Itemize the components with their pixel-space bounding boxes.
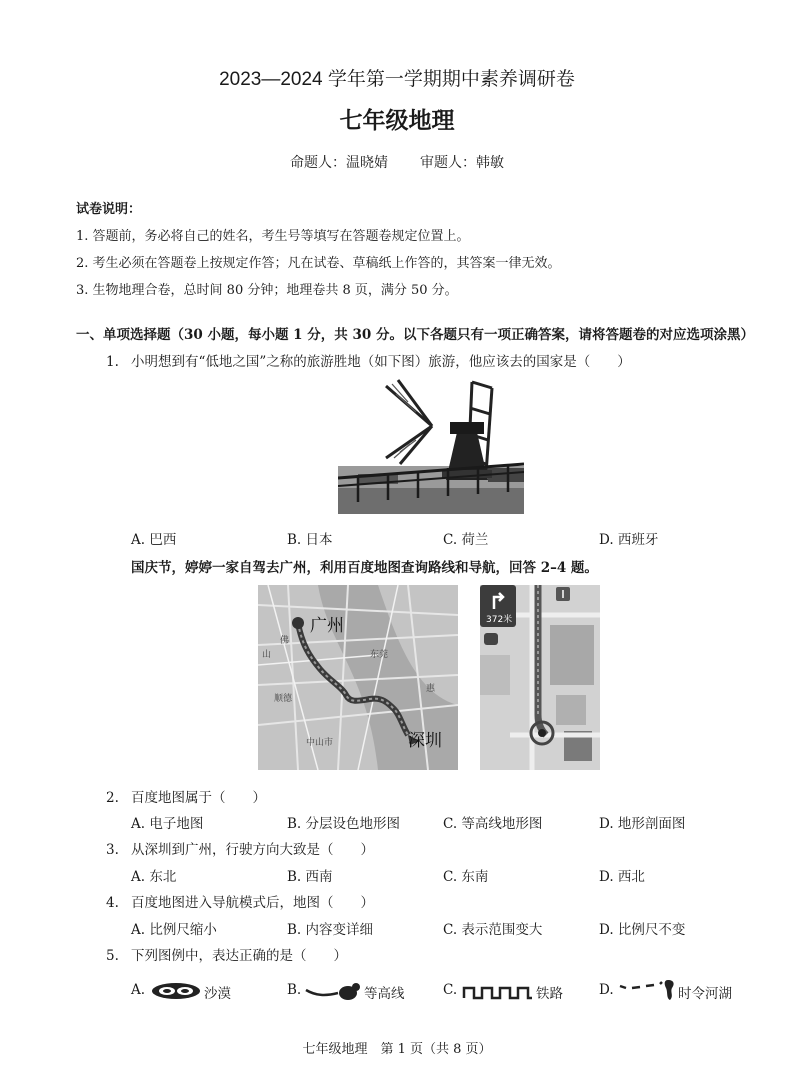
legend-label-desert: 沙漠 (204, 986, 231, 1002)
map-label: 东莞 (370, 650, 389, 660)
option-b: B. 日本 (287, 532, 333, 548)
notes-heading: 试卷说明： (76, 202, 142, 217)
question-text: 从深圳到广州，行驶方向大致是（ ） (131, 842, 374, 858)
option-a: A. (131, 982, 146, 998)
authors-line (0, 152, 794, 172)
option-d: D. 地形剖面图 (599, 816, 686, 832)
map-label: 惠 (426, 684, 436, 694)
option-c: C. 等高线地形图 (443, 816, 543, 832)
option-d: D. 比例尺不变 (599, 922, 686, 938)
map-label: 山 (262, 650, 272, 660)
question-1 (106, 350, 631, 370)
option-d: D. (599, 982, 614, 998)
option-a: A. 巴西 (131, 532, 177, 548)
map-label: 佛 (280, 636, 290, 646)
group-intro: 国庆节，婷婷一家自驾去广州，利用百度地图查询路线和导航，回答 2–4 题。 (131, 560, 598, 576)
map-label-guangzhou: 广州 (310, 616, 344, 636)
subject-title: 七年级地理 (339, 107, 455, 134)
exam-title: 2023—2024 学年第一学期期中素养调研卷 (219, 69, 575, 90)
question-text: 下列图例中，表达正确的是（ ） (131, 948, 347, 964)
option-b: B. 西南 (287, 869, 333, 885)
page-footer: 七年级地理 第 1 页（共 8 页） (302, 1042, 492, 1057)
question-5 (106, 944, 347, 964)
question-text: 百度地图进入导航模式后，地图（ ） (131, 895, 374, 911)
option-d: D. 西班牙 (599, 532, 659, 548)
question-number: 3. (106, 842, 119, 858)
setter: 命题人：温晓婧 (290, 155, 388, 171)
note-item: 3. 生物地理合卷，总时间 80 分钟；地理卷共 8 页，满分 50 分。 (76, 283, 458, 298)
map-label-shenzhen: 深圳 (408, 731, 442, 751)
question-number: 1. (106, 354, 119, 370)
navigation-map (480, 585, 600, 770)
contour-legend-icon (304, 982, 362, 1002)
question-4 (106, 891, 374, 911)
legend-label-railway: 铁路 (536, 986, 563, 1002)
question-number: 2. (106, 790, 119, 806)
option-b: B. 分层设色地形图 (287, 816, 401, 832)
legend-label-contour: 等高线 (364, 986, 405, 1002)
option-a: A. 东北 (131, 869, 177, 885)
reviewer: 审题人：韩敏 (420, 155, 504, 171)
option-c: C. 东南 (443, 869, 489, 885)
question-3 (106, 838, 374, 858)
map-label: 中山市 (306, 738, 334, 748)
windmill-photo (338, 378, 524, 514)
option-d: D. 西北 (599, 869, 645, 885)
legend-label-seasonal-river: 时令河湖 (678, 986, 732, 1002)
section-heading: 一、单项选择题（30 小题，每小题 1 分，共 30 分。以下各题只有一项正确答案，请将答题卷的对应选项涂黑） (76, 327, 754, 343)
question-text: 小明想到有“低地之国”之称的旅游胜地（如下图）旅游，他应该去的国家是（ ） (131, 354, 631, 370)
option-c: C. 荷兰 (443, 532, 489, 548)
desert-legend-icon (150, 982, 202, 1000)
option-c: C. 表示范围变大 (443, 922, 543, 938)
question-text: 百度地图属于（ ） (131, 790, 266, 806)
railway-legend-icon (462, 984, 534, 1000)
note-item: 2. 考生必须在答题卷上按规定作答；凡在试卷、草稿纸上作答的，其答案一律无效。 (76, 256, 561, 271)
question-number: 4. (106, 895, 119, 911)
note-item: 1. 答题前，务必将自己的姓名，考生号等填写在答题卷规定位置上。 (76, 229, 470, 244)
nav-distance: 372米 (486, 615, 513, 625)
option-a: A. 电子地图 (131, 816, 204, 832)
question-2 (106, 786, 266, 806)
seasonal-river-legend-icon (618, 978, 678, 1002)
question-number: 5. (106, 948, 119, 964)
option-b: B. (287, 982, 302, 998)
option-a: A. 比例尺缩小 (131, 922, 217, 938)
option-c: C. (443, 982, 458, 998)
route-map (258, 585, 458, 770)
option-b: B. 内容变详细 (287, 922, 374, 938)
map-label: 顺德 (274, 694, 293, 704)
